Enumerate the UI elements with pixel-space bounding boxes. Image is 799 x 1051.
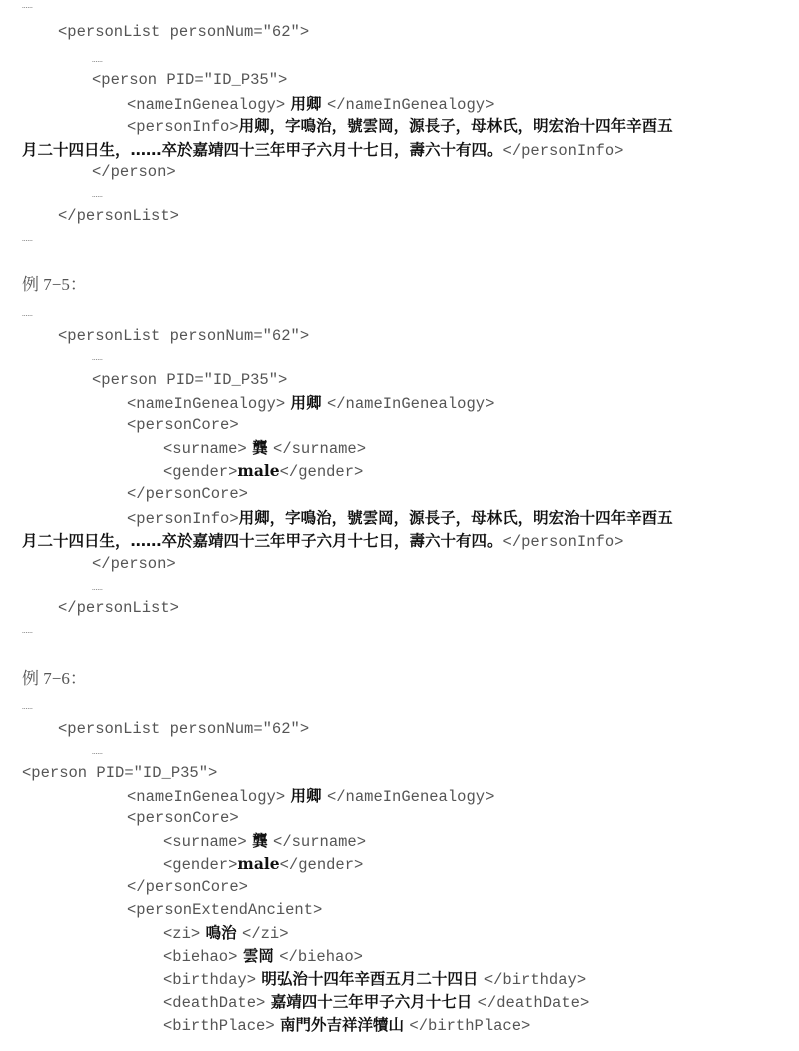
ellipsis: …… xyxy=(92,747,103,757)
person-core-close-tag: </personCore> xyxy=(127,878,248,896)
xml-tag: </surname> xyxy=(273,833,367,851)
name-in-genealogy-line xyxy=(127,393,494,414)
info-value: 用卿，字鳴治，號雲岡，源長子，母林氏，明宏治十四年辛酉五 xyxy=(238,117,673,135)
surname-line xyxy=(163,831,366,852)
person-open-tag: <person PID="ID_P35"> xyxy=(92,371,288,389)
birth-place-line xyxy=(163,1015,530,1036)
birthday-line xyxy=(163,969,586,990)
person-info-line xyxy=(127,508,673,529)
person-core-open-tag: <personCore> xyxy=(127,809,239,827)
personlist-open-tag: <personList personNum="62"> xyxy=(58,327,310,345)
xml-tag: </biehao> xyxy=(279,948,363,966)
xml-tag: <surname> xyxy=(163,440,247,458)
xml-tag: <gender> xyxy=(163,856,238,874)
xml-tag: </zi> xyxy=(242,925,289,943)
person-open-tag: <person PID="ID_P35"> xyxy=(22,764,218,782)
person-close-tag: </person> xyxy=(92,163,176,181)
name-in-genealogy-line xyxy=(127,94,494,115)
xml-tag: <nameInGenealogy> xyxy=(127,788,286,806)
personlist-close-tag: </personList> xyxy=(58,207,179,225)
gender-line xyxy=(163,461,363,482)
person-info-continuation xyxy=(22,140,623,161)
info-value: 月二十四日生，……卒於嘉靖四十三年甲子六月十七日，壽六十有四。 xyxy=(22,141,503,159)
gender-line xyxy=(163,854,363,875)
xml-tag: </birthday> xyxy=(483,971,587,989)
xml-tag: <biehao> xyxy=(163,948,238,966)
death-date-value: 嘉靖四十三年甲子六月十七日 xyxy=(265,993,478,1011)
zi-line xyxy=(163,923,289,944)
birth-place-value: 南門外吉祥洋犢山 xyxy=(274,1016,410,1034)
name-value: 用卿 xyxy=(285,787,327,805)
xml-tag: </gender> xyxy=(279,856,364,874)
xml-tag: <nameInGenealogy> xyxy=(127,395,286,413)
xml-tag: </deathDate> xyxy=(477,994,590,1012)
ellipsis: …… xyxy=(92,190,103,200)
zi-value: 鳴治 xyxy=(200,924,243,942)
birthday-value: 明弘治十四年辛酉五月二十四日 xyxy=(256,970,484,988)
personlist-open-tag: <personList personNum="62"> xyxy=(58,23,310,41)
person-core-open-tag: <personCore> xyxy=(127,416,239,434)
xml-tag: <birthday> xyxy=(163,971,257,989)
name-value: 用卿 xyxy=(285,95,327,113)
surname-value: 龔 xyxy=(246,439,274,457)
ellipsis: …… xyxy=(92,353,103,363)
person-core-close-tag: </personCore> xyxy=(127,485,248,503)
ellipsis: …… xyxy=(22,234,33,244)
xml-tag: <birthPlace> xyxy=(163,1017,275,1035)
ellipsis: …… xyxy=(22,309,33,319)
surname-value: 龔 xyxy=(246,832,274,850)
xml-tag: <gender> xyxy=(163,463,238,481)
ellipsis: …… xyxy=(92,55,103,65)
xml-tag: </personInfo> xyxy=(502,142,624,160)
xml-tag: <deathDate> xyxy=(163,994,266,1012)
ellipsis: …… xyxy=(22,626,33,636)
person-extend-ancient-open-tag: <personExtendAncient> xyxy=(127,901,323,919)
example-heading: 例 7−6： xyxy=(22,669,87,688)
person-info-continuation xyxy=(22,531,623,552)
xml-tag: </birthPlace> xyxy=(409,1017,531,1035)
info-value: 用卿，字鳴治，號雲岡，源長子，母林氏，明宏治十四年辛酉五 xyxy=(238,509,673,527)
biehao-value: 雲岡 xyxy=(237,947,280,965)
person-info-line xyxy=(127,116,673,137)
ellipsis: …… xyxy=(22,1,33,11)
xml-tag: </nameInGenealogy> xyxy=(326,96,495,114)
name-in-genealogy-line xyxy=(127,786,494,807)
biehao-line xyxy=(163,946,363,967)
person-open-tag: <person PID="ID_P35"> xyxy=(92,71,288,89)
xml-tag: </gender> xyxy=(279,463,364,481)
xml-tag: </personInfo> xyxy=(502,533,624,551)
example-heading: 例 7−5： xyxy=(22,275,87,294)
death-date-line xyxy=(163,992,589,1013)
gender-value: male xyxy=(237,854,280,873)
ellipsis: …… xyxy=(22,702,33,712)
personlist-open-tag: <personList personNum="62"> xyxy=(58,720,310,738)
xml-tag: <zi> xyxy=(163,925,201,943)
xml-tag: <personInfo> xyxy=(127,118,239,136)
ellipsis: …… xyxy=(92,583,103,593)
xml-tag: </nameInGenealogy> xyxy=(326,395,495,413)
surname-line xyxy=(163,438,366,459)
xml-tag: </nameInGenealogy> xyxy=(326,788,495,806)
xml-tag: <personInfo> xyxy=(127,510,239,528)
xml-tag: <nameInGenealogy> xyxy=(127,96,286,114)
xml-tag: </surname> xyxy=(273,440,367,458)
person-close-tag: </person> xyxy=(92,555,176,573)
personlist-close-tag: </personList> xyxy=(58,599,179,617)
name-value: 用卿 xyxy=(285,394,327,412)
info-value: 月二十四日生，……卒於嘉靖四十三年甲子六月十七日，壽六十有四。 xyxy=(22,532,503,550)
xml-tag: <surname> xyxy=(163,833,247,851)
gender-value: male xyxy=(237,461,280,480)
